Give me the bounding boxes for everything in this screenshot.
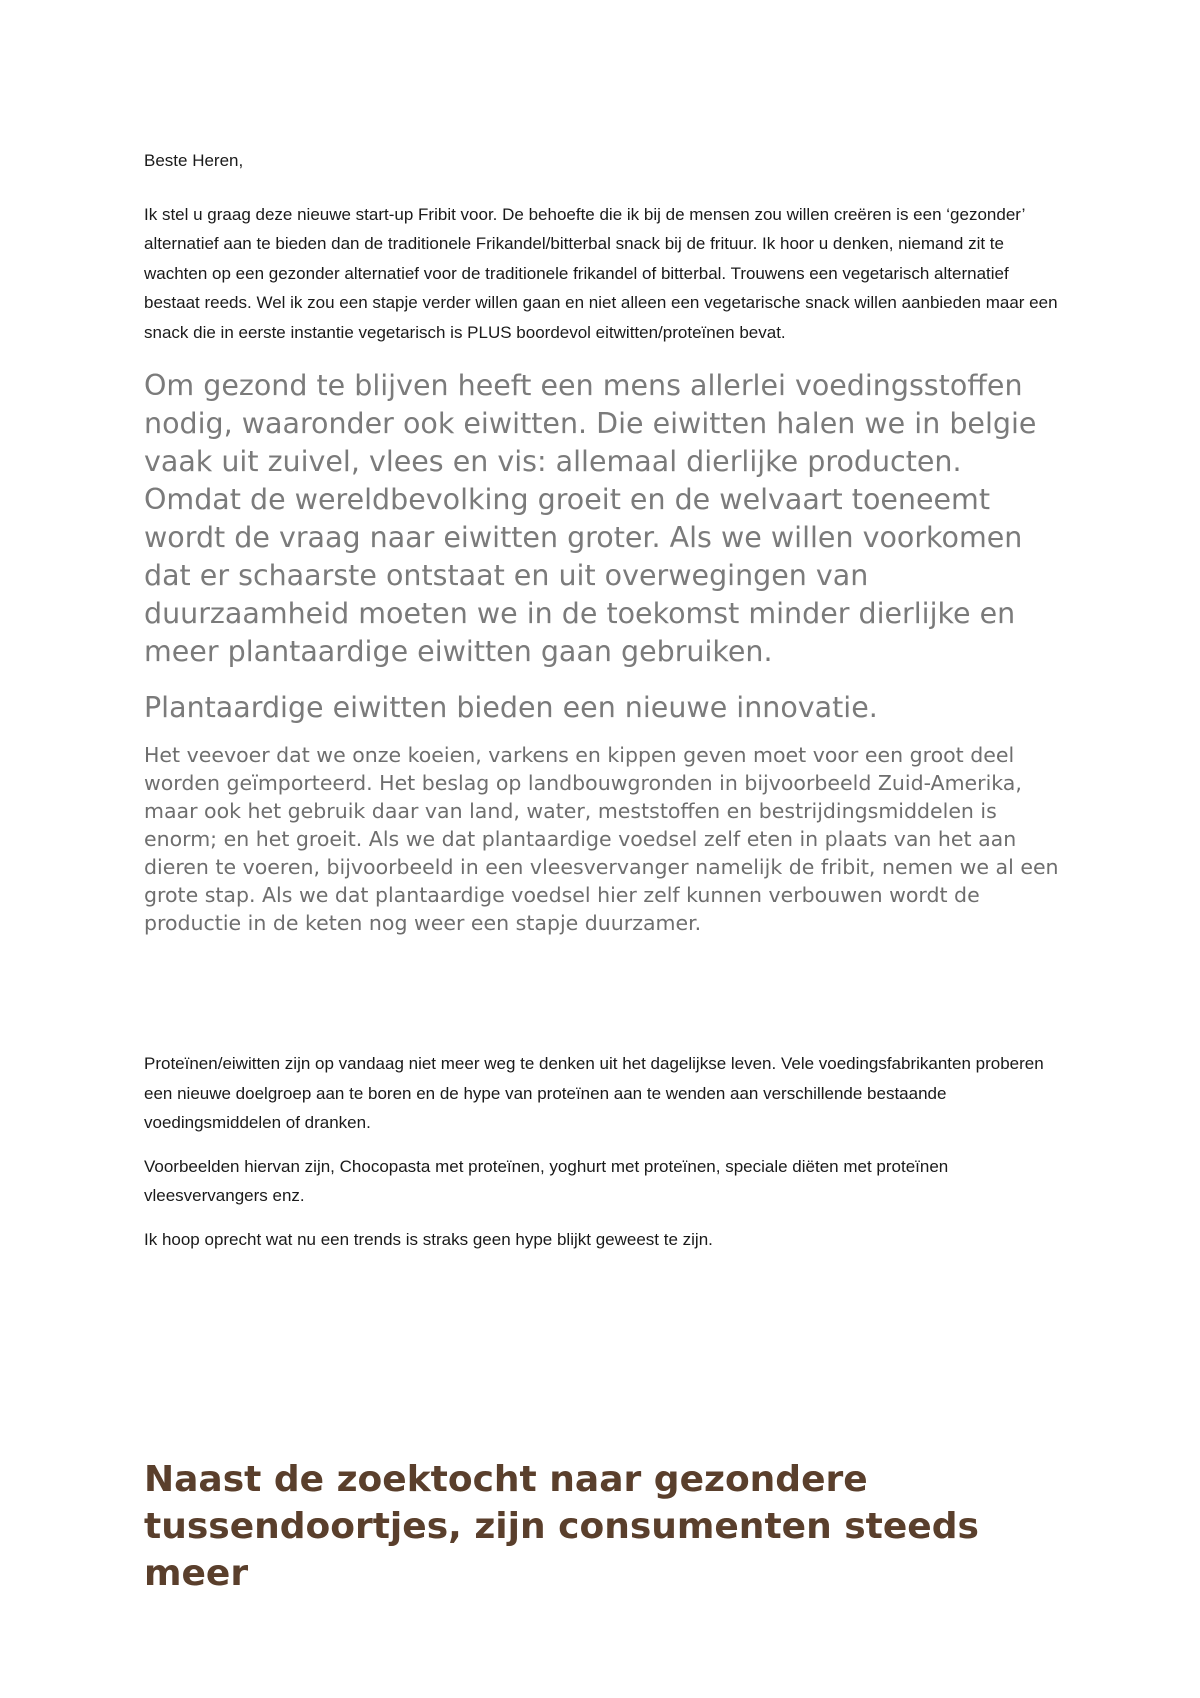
intro-paragraph: Ik stel u graag deze nieuwe start-up Fribit voor. De behoefte die ik bij de mensen zou willen creëren is een ‘gezonder’ alternatief aan te bieden dan de traditionele Frikandel/bitterbal snack bij de frituur. Ik hoor u denken, niemand zit te wachten op een gezonder alternatief voor de traditionele frikandel of bitterbal. Trouwens een vegetarisch alternatief bestaat reeds. Wel ik zou een stapje verder willen gaan en niet alleen een vegetarische snack willen aanbieden maar een snack die in eerste instantie vegetarisch is PLUS boordevol eitwitten/proteïnen bevat.	[144, 204, 1058, 342]
hope-paragraph: Ik hoop oprecht wat nu een trends is straks geen hype blijkt geweest te zijn.	[144, 1229, 713, 1249]
document-body	[144, 136, 1064, 1268]
spacer	[144, 937, 1064, 1049]
quote-paragraph: Om gezond te blijven heeft een mens allerlei voedingsstoffen nodig, waaronder ook eiwitten. Die eiwitten halen we in belgie vaak uit zuivel, vlees en vis: allemaal dierlijke producten. Omdat de wereldbevolking groeit en de welvaart toeneemt wordt de vraag naar eiwitten groter. Als we willen voorkomen dat er schaarste ontstaat en uit overwegingen van duurzaamheid moeten we in de toekomst minder dierlijke en meer plantaardige eiwitten gaan gebruiken.	[144, 369, 1037, 668]
examples-paragraph: Voorbeelden hiervan zijn, Chocopasta met proteïnen, yoghurt met proteïnen, speciale diëten met proteïnen vleesvervangers enz.	[144, 1156, 949, 1205]
body-paragraph: Het veevoer dat we onze koeien, varkens en kippen geven moet voor een groot deel worden geïmporteerd. Het beslag op landbouwgronden in bijvoorbeeld Zuid-Amerika, maar ook het gebruik daar van land, water, meststoffen en bestrijdingsmiddelen is enorm; en het groeit. Als we dat plantaardige voedsel zelf eten in plaats van het aan dieren te voeren, bijvoorbeeld in een vleesvervanger namelijk de fribit, nemen we al een grote stap. Als we dat plantaardige voedsel hier zelf kunnen verbouwen wordt de productie in de keten nog weer een stapje duurzamer.	[144, 743, 1059, 935]
proteins-paragraph: Proteïnen/eiwitten zijn op vandaag niet meer weg te denken uit het dagelijkse leven. Vele voedingsfabrikanten proberen een nieuwe doelgroep aan te boren en de hype van proteïnen aan te wenden aan verschillende bestaande voedingsmiddelen of dranken.	[144, 1054, 1044, 1132]
salutation: Beste Heren,	[144, 151, 244, 170]
section-heading: Naast de zoektocht naar gezondere tussendoortjes, zijn consumenten steeds meer	[144, 1459, 979, 1594]
subheading: Plantaardige eiwitten bieden een nieuwe innovatie.	[144, 691, 878, 724]
